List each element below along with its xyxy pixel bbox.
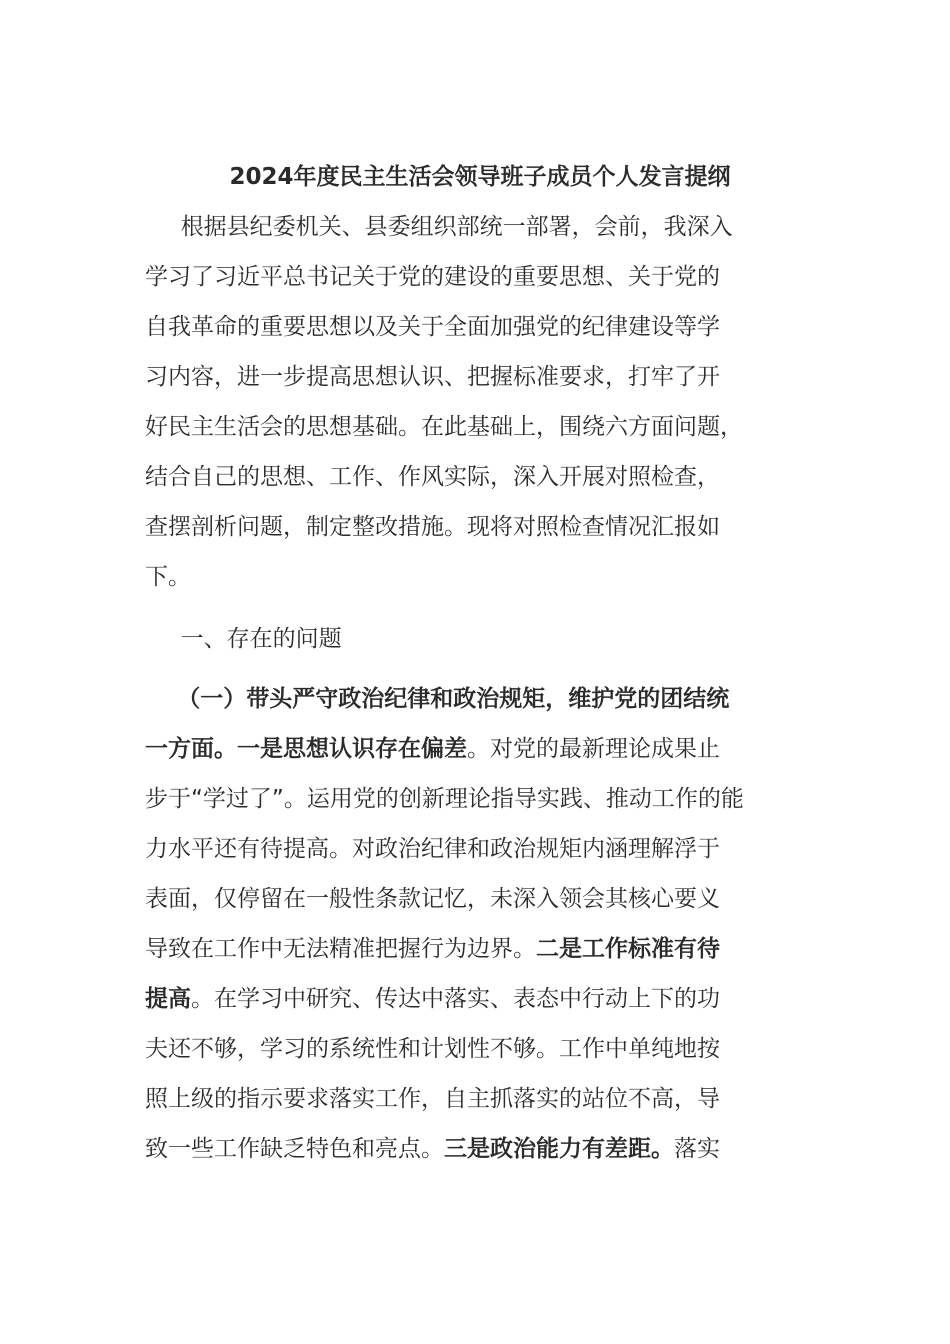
body-line: 表面，仅停留在一般性条款记忆，未深入领会其核心要义 bbox=[145, 886, 720, 912]
body-text: 。对党的最新理论成果止 bbox=[467, 736, 720, 762]
document-title: 2024年度民主生活会领导班子成员个人发言提纲 bbox=[229, 164, 731, 190]
body-line bbox=[145, 924, 815, 974]
body-line: 夫还不够，学习的系统性和计划性不够。工作中单纯地按 bbox=[145, 1036, 720, 1062]
body-line bbox=[145, 724, 815, 774]
body-line: 照上级的指示要求落实工作，自主抓落实的站位不高，导 bbox=[145, 1086, 720, 1112]
intro-line: 自我革命的重要思想以及关于全面加强党的纪律建设等学 bbox=[145, 314, 720, 340]
subsection-1-heading: （一）带头严守政治纪律和政治规矩，维护党的团结统 bbox=[177, 686, 730, 712]
intro-line: 结合自己的思想、工作、作风实际，深入开展对照检查， bbox=[145, 464, 720, 490]
intro-line: 习内容，进一步提高思想认识、把握标准要求，打牢了开 bbox=[145, 364, 720, 390]
intro-line: 学习了习近平总书记关于党的建设的重要思想、关于党的 bbox=[145, 264, 720, 290]
bold-phrase: 提高 bbox=[145, 986, 191, 1012]
bold-phrase: 一方面。一是思想认识存在偏差 bbox=[145, 736, 467, 762]
body-text: 。在学习中研究、传达中落实、表态中行动上下的功 bbox=[191, 986, 720, 1012]
intro-line: 好民主生活会的思想基础。在此基础上，围绕六方面问题， bbox=[145, 414, 743, 440]
body-text: 导致在工作中无法精准把握行为边界。 bbox=[145, 936, 536, 962]
body-line bbox=[145, 974, 815, 1024]
intro-paragraph bbox=[145, 202, 815, 602]
body-text: 致一些工作缺乏特色和亮点。 bbox=[145, 1136, 444, 1162]
body-line: 力水平还有待提高。对政治纪律和政治规矩内涵理解浮于 bbox=[145, 836, 720, 862]
intro-line: 根据县纪委机关、县委组织部统一部署，会前，我深入 bbox=[180, 214, 733, 240]
section-heading-problems: 一、存在的问题 bbox=[180, 626, 342, 652]
bold-phrase: 二是工作标准有待 bbox=[536, 936, 720, 962]
body-line: 步于“学过了”。运用党的创新理论指导实践、推动工作的能 bbox=[145, 786, 744, 812]
intro-line: 下。 bbox=[145, 564, 191, 590]
intro-line: 查摆剖析问题，制定整改措施。现将对照检查情况汇报如 bbox=[145, 514, 720, 540]
document-page bbox=[145, 152, 815, 1174]
body-text: 落实 bbox=[674, 1136, 720, 1162]
subsection-1-paragraph bbox=[145, 674, 815, 1174]
body-line bbox=[145, 1124, 815, 1174]
bold-phrase: 三是政治能力有差距。 bbox=[444, 1136, 674, 1162]
